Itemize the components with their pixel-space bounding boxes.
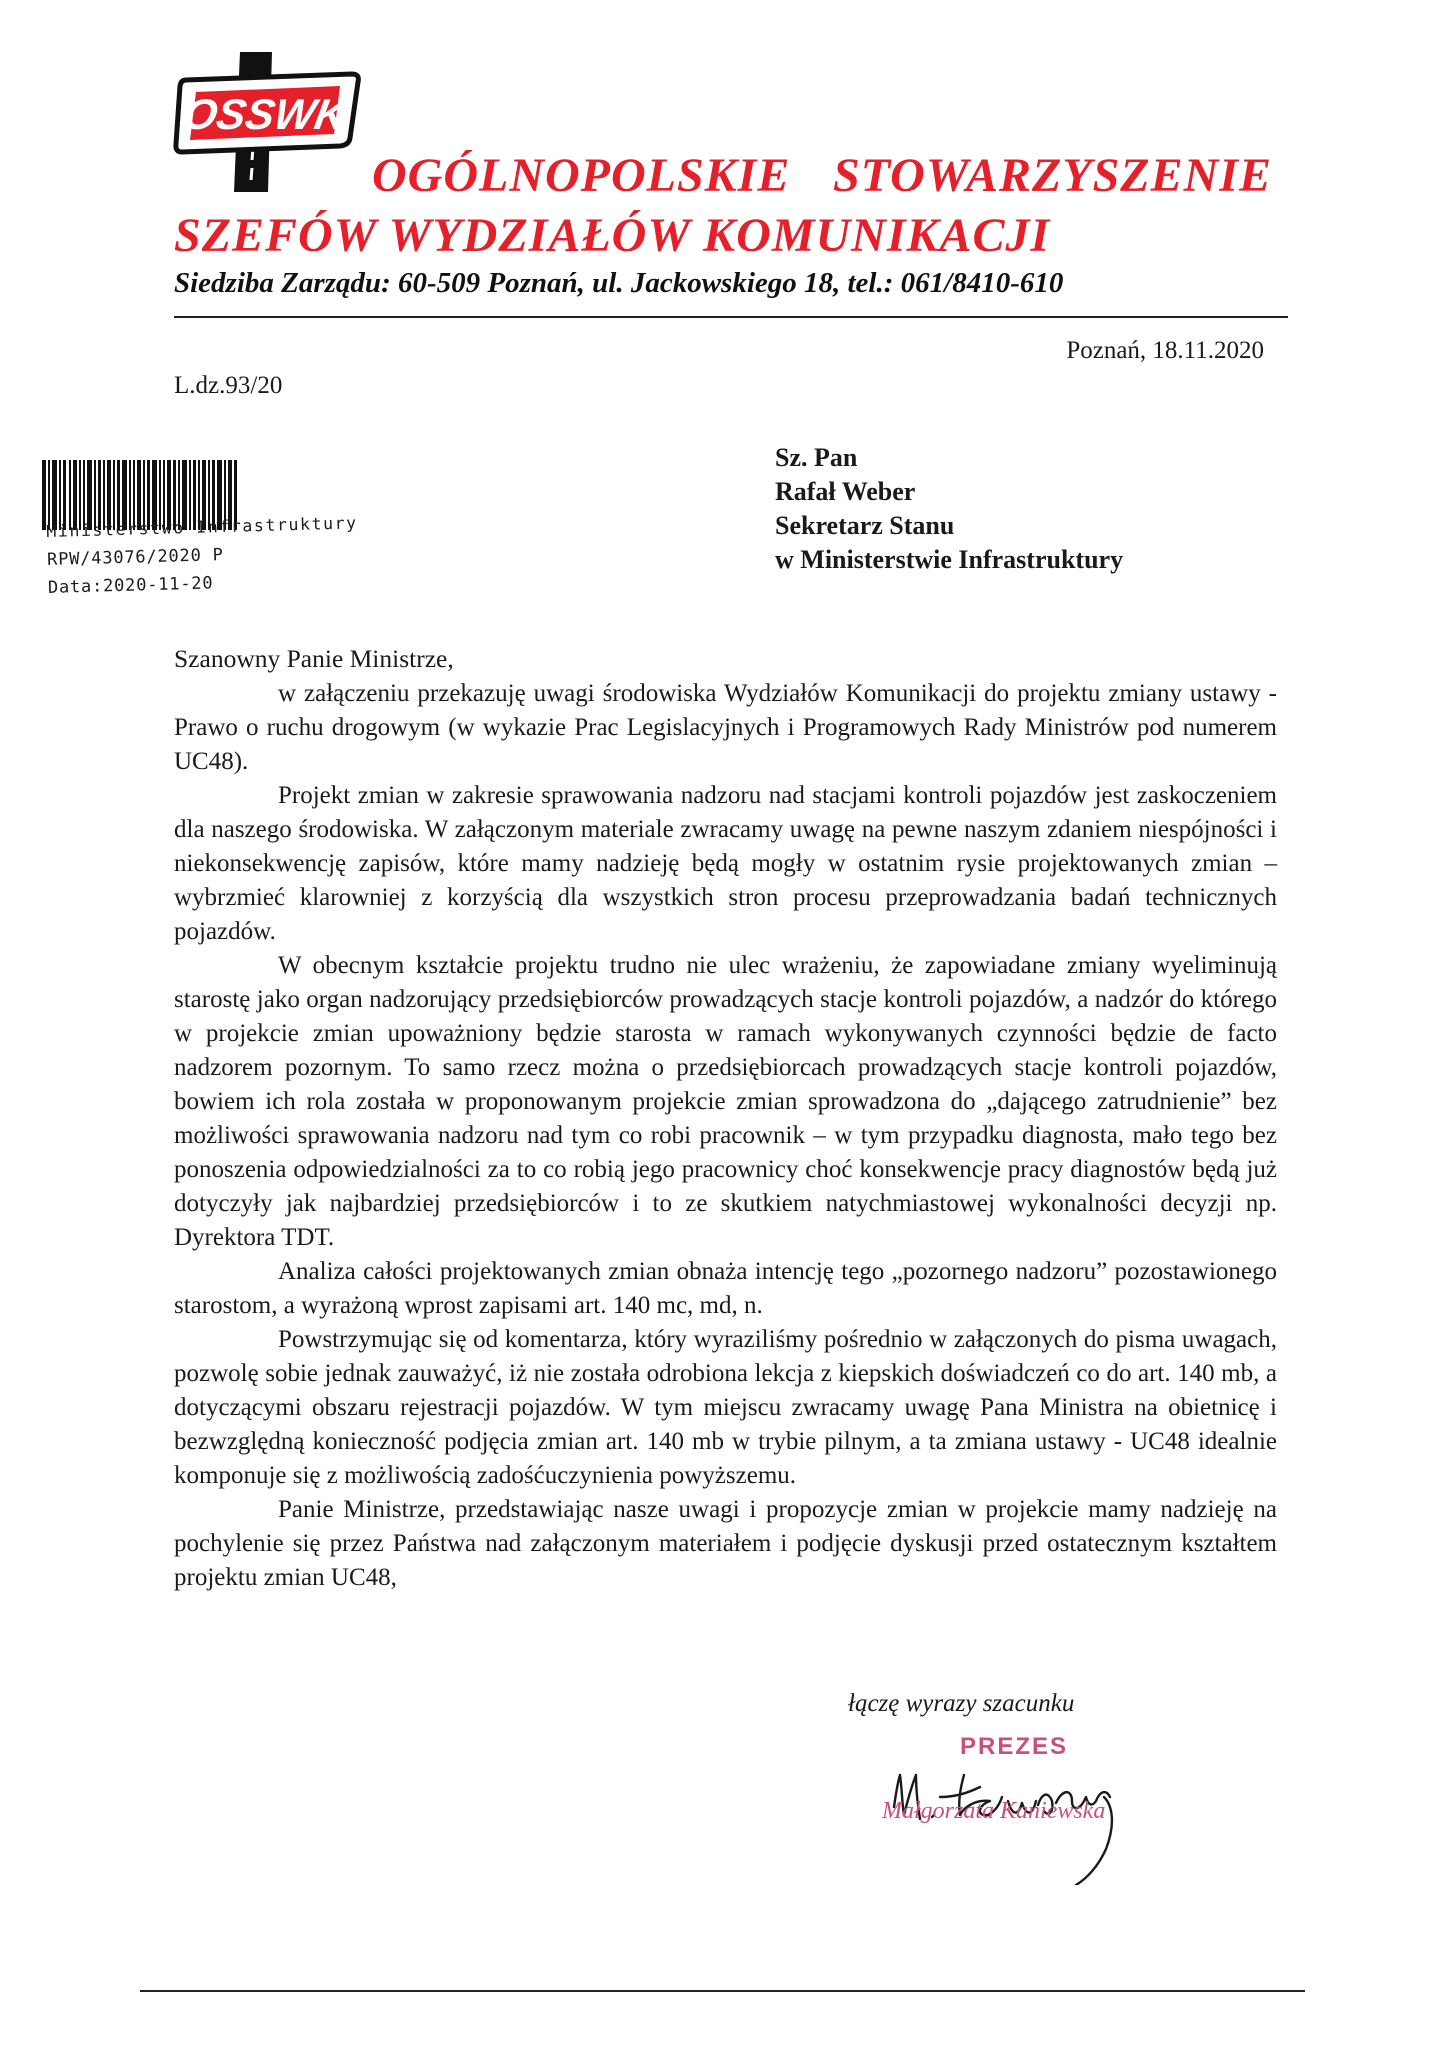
place-date: Poznań, 18.11.2020 <box>1066 337 1264 364</box>
body-paragraph: W obecnym kształcie projektu trudno nie ulec wrażeniu, że zapowiadane zmiany wyeliminują starostę jako organ nadzorujący przedsiębiorców prowadzących stacje kontroli pojazdów, a nadzór do którego w projekcie zmian upoważniony będzie starosta w ramach wykonywanych czynności będzie de facto nadzorem pozornym. To samo rzecz można o przedsiębiorcach prowadzących stacje kontroli pojazdów, bowiem ich rola została w proponowanym projekcie zmian sprowadzona do „dającego zatrudnienie” bez możliwości sprawowania nadzoru nad tym co robi pracownik – w tym przypadku diagnosta, mało tego bez ponoszenia odpowiedzialności za to co robią jego pracownicy choć konsekwencje pracy diagnostów będą już dotyczyły jak najbardziej przedsiębiorców i to ze skutkiem natychmiastowej wykonalności decyzji np. Dyrektora TDT. <box>174 952 1277 1251</box>
signature-stamp-name: Małgorzata Kaniewska <box>882 1798 1106 1824</box>
registry-date: Data:2020-11-20 <box>47 573 214 598</box>
addressee-title: Sz. Pan <box>775 443 858 472</box>
closing-phrase: łączę wyrazy szacunku <box>848 1690 1075 1717</box>
body-paragraph: Panie Ministrze, przedstawiając nasze uwagi i propozycje zmian w projekcie mamy nadzieję na pochylenie się przez Państwa nad załączonym materiałem i podjęcie dyskusji przed ostatecznym kształtem projektu zmian UC48, <box>174 1496 1277 1591</box>
salutation: Szanowny Panie Ministrze, <box>174 644 454 673</box>
registry-number: RPW/43076/2020 P <box>46 545 224 570</box>
osswk-logo <box>172 52 367 192</box>
body-paragraph: w załączeniu przekazuję uwagi środowiska Wydziałów Komunikacji do projektu zmiany ustawy - Prawo o ruchu drogowym (w wykazie Prac Legislacyjnych i Programowych Rady Ministrów pod numerem UC48). <box>174 680 1277 775</box>
registry-organization: Ministerstwo Infrastruktury <box>46 513 358 541</box>
reference-number: L.dz.93/20 <box>174 372 283 399</box>
organization-name-word2: STOWARZYSZENIE <box>833 149 1272 202</box>
addressee-position: Sekretarz Stanu <box>775 511 955 540</box>
header-divider <box>174 316 1288 318</box>
organization-name-word1: OGÓLNOPOLSKIE <box>372 149 791 202</box>
body-paragraph: Powstrzymując się od komentarza, który wyraziliśmy pośrednio w załączonych do pisma uwagach, pozwolę sobie jednak zauważyć, iż nie została odrobiona lekcja z kiepskich doświadczeń co do art. 140 mb, a dotyczącymi obszaru rejestracji pojazdów. W tym miejscu zwracamy uwagę Pana Ministra na obietnicę i bezwzględną konieczność podjęcia zmian art. 140 mb w trybie pilnym, a ta zmiana ustawy - UC48 idealnie komponuje się z możliwością zadośćuczynienia powyższemu. <box>174 1326 1277 1489</box>
footer-divider <box>140 1990 1305 1992</box>
signature-stamp-title: PREZES <box>960 1733 1069 1760</box>
addressee-institution: w Ministerstwie Infrastruktury <box>775 545 1124 574</box>
registry-stamp <box>46 509 360 602</box>
letter-body <box>174 677 1277 1595</box>
organization-name-line1 <box>372 148 1272 203</box>
logo-text: OSSWK <box>179 91 351 139</box>
organization-name-line2: SZEFÓW WYDZIAŁÓW KOMUNIKACJI <box>174 209 1051 262</box>
addressee-name: Rafał Weber <box>775 477 916 506</box>
body-paragraph: Projekt zmian w zakresie sprawowania nadzoru nad stacjami kontroli pojazdów jest zaskoczeniem dla naszego środowiska. W załączonym materiale zwracamy uwagę na pewne naszym zdaniem niespójności i niekonsekwencję zapisów, które mamy nadzieję będą mogły w ostatnim rysie projektowanych zmian – wybrzmieć klarowniej z korzyścią dla wszystkich stron procesu przeprowadzania badań technicznych pojazdów. <box>174 782 1277 945</box>
addressee-block <box>775 441 1123 577</box>
body-paragraph: Analiza całości projektowanych zmian obnaża intencję tego „pozornego nadzoru” pozostawionego starostom, a wyrażoną wprost zapisami art. 140 mc, md, n. <box>174 1258 1277 1319</box>
organization-address: Siedziba Zarządu: 60-509 Poznań, ul. Jackowskiego 18, tel.: 061/8410-610 <box>174 267 1064 299</box>
